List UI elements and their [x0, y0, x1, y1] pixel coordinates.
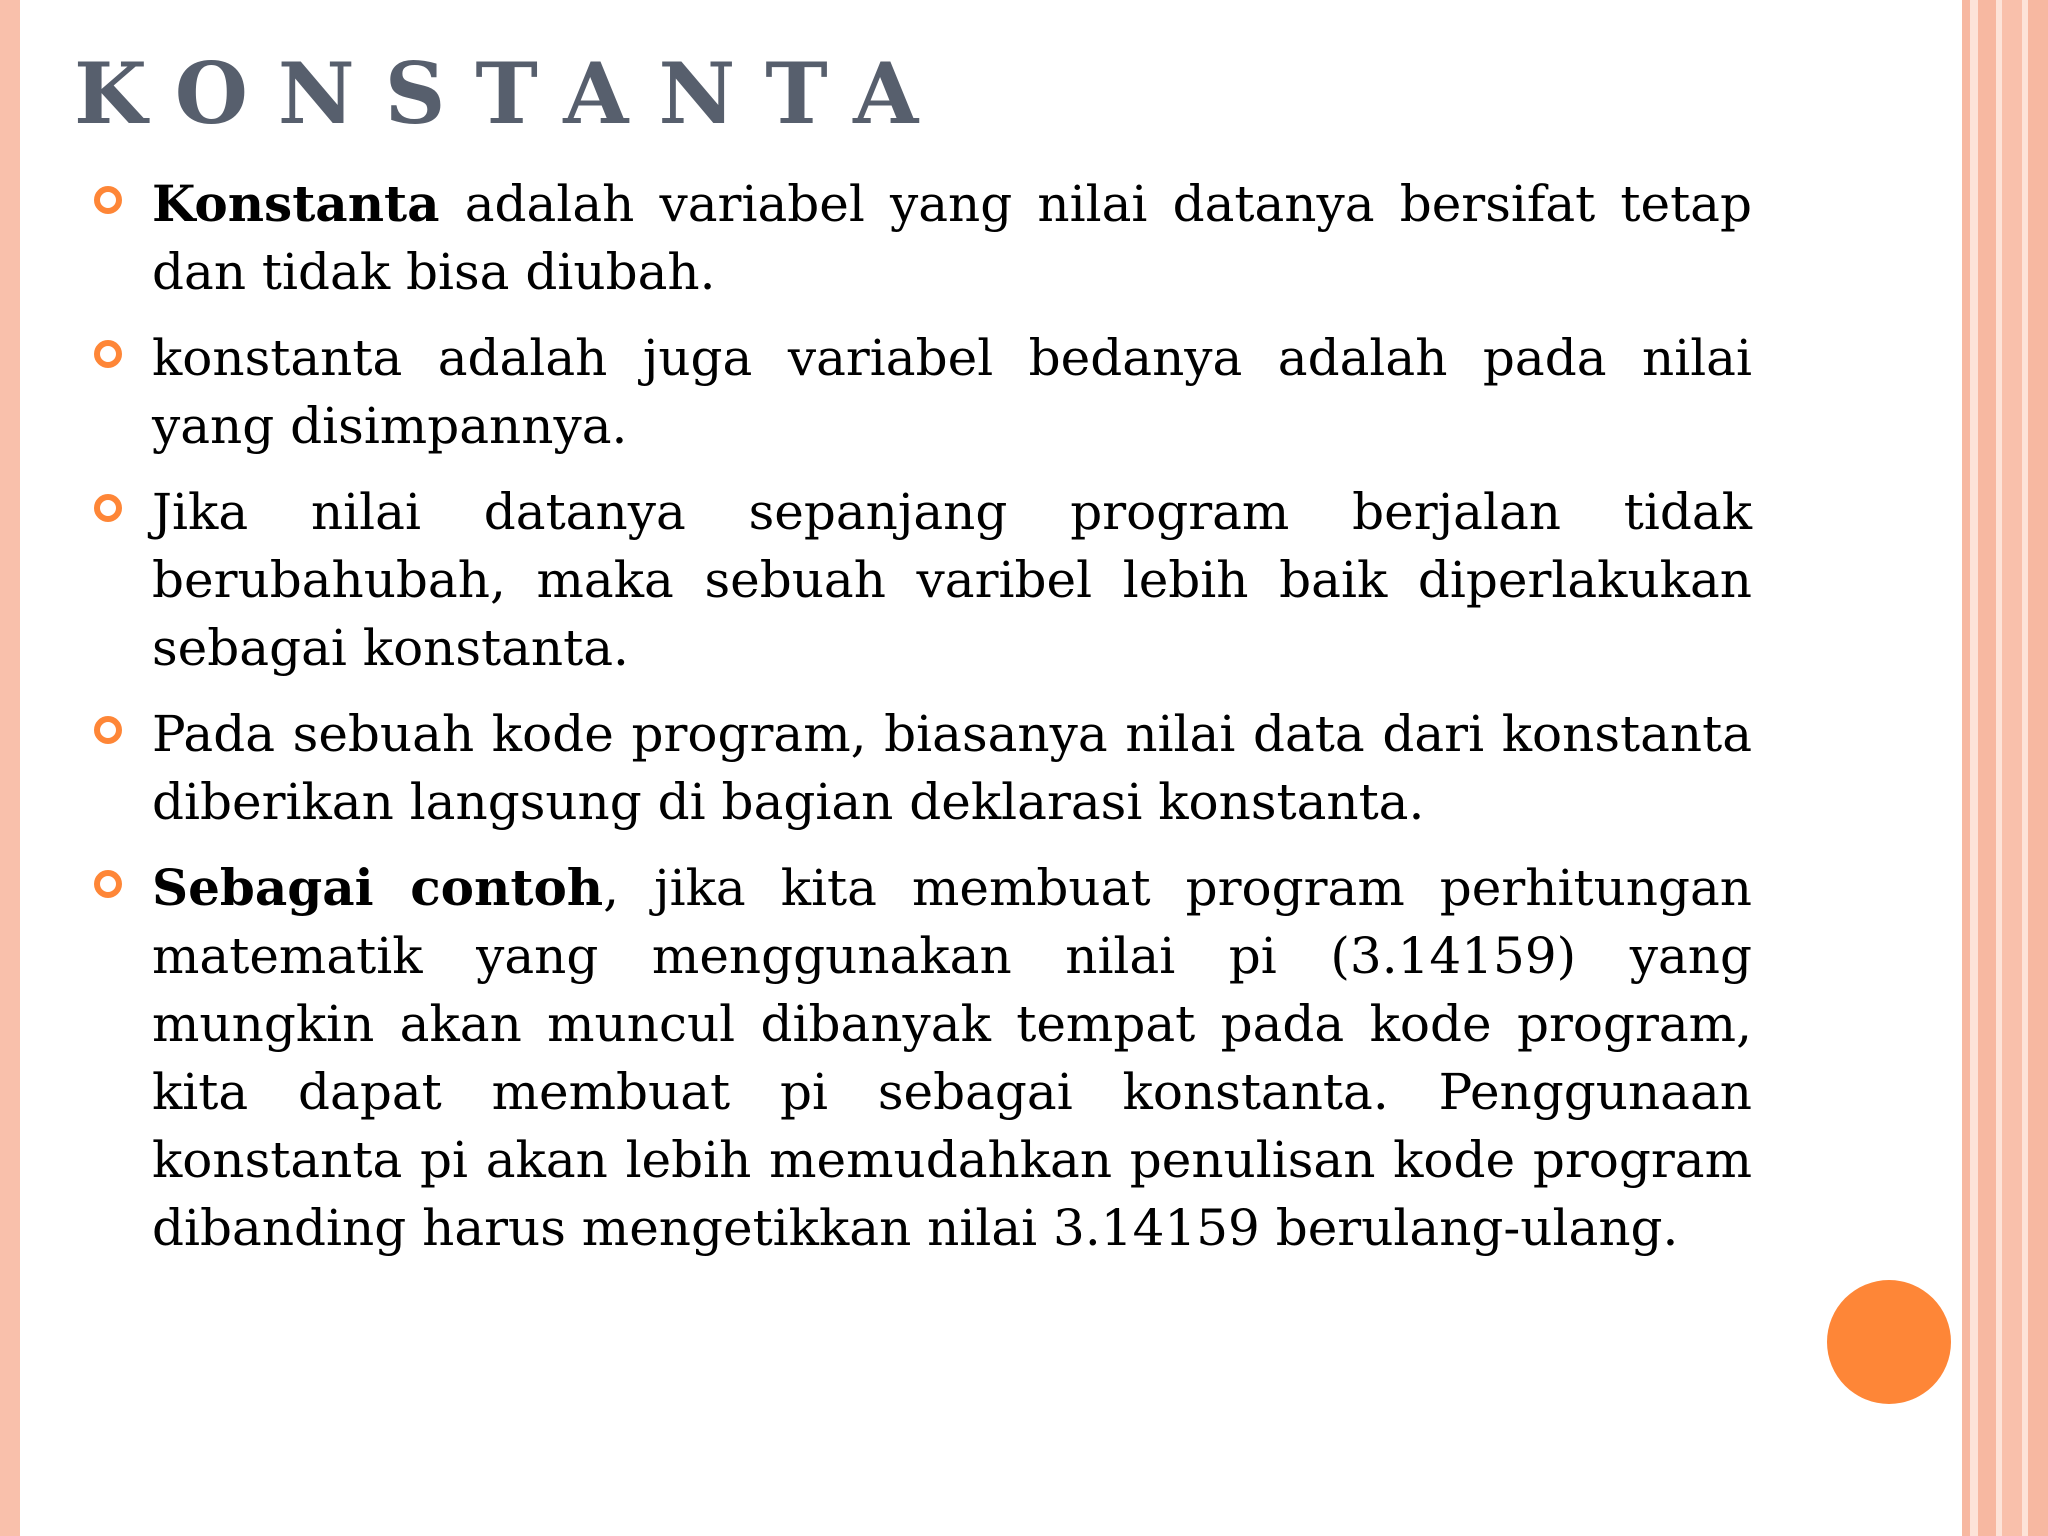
- bullet-ring-icon: [94, 186, 122, 214]
- right-decorative-stripe: [1970, 0, 1978, 1536]
- bullet-item: [94, 324, 1752, 460]
- right-decorative-stripe: [2028, 0, 2048, 1536]
- bullet-item: [94, 170, 1752, 306]
- right-decorative-stripe: [1962, 0, 1970, 1536]
- bullet-text: konstanta adalah juga variabel bedanya adalah pada nilai yang disimpannya.: [152, 329, 1752, 455]
- left-decorative-stripe: [0, 0, 20, 1536]
- bullet-item: [94, 854, 1752, 1262]
- bullet-text: , jika kita membuat program perhitungan matematik yang menggunakan nilai pi (3.14159) yang mungkin akan muncul dibanyak tempat pada kode program, kita dapat membuat pi sebagai konstanta. Penggunaan konstanta pi akan lebih memudahkan penulisan kode program dibanding harus mengetikkan nilai 3.14159 berulang-ulang.: [152, 859, 1753, 1257]
- bullet-ring-icon: [94, 494, 122, 522]
- bullet-ring-icon: [94, 340, 122, 368]
- bullet-ring-icon: [94, 870, 122, 898]
- right-decorative-stripe: [1978, 0, 1996, 1536]
- bullet-ring-icon: [94, 716, 122, 744]
- slide-title: KONSTANTA: [74, 44, 949, 143]
- bullet-item: [94, 478, 1752, 682]
- bullet-item: [94, 700, 1752, 836]
- bullet-list: [94, 170, 1752, 1280]
- bullet-text: adalah variabel yang nilai datanya bersifat tetap dan tidak bisa diubah.: [152, 175, 1752, 301]
- bullet-text: Pada sebuah kode program, biasanya nilai data dari konstanta diberikan langsung di bagian deklarasi konstanta.: [152, 705, 1752, 831]
- bullet-text: Jika nilai datanya sepanjang program berjalan tidak berubahubah, maka sebuah varibel lebih baik diperlakukan sebagai konstanta.: [152, 483, 1752, 677]
- right-decorative-stripe: [2002, 0, 2022, 1536]
- orange-circle-decoration: [1827, 1280, 1951, 1404]
- bullet-bold-lead: Konstanta: [152, 174, 440, 233]
- bullet-bold-lead: Sebagai contoh: [152, 858, 604, 917]
